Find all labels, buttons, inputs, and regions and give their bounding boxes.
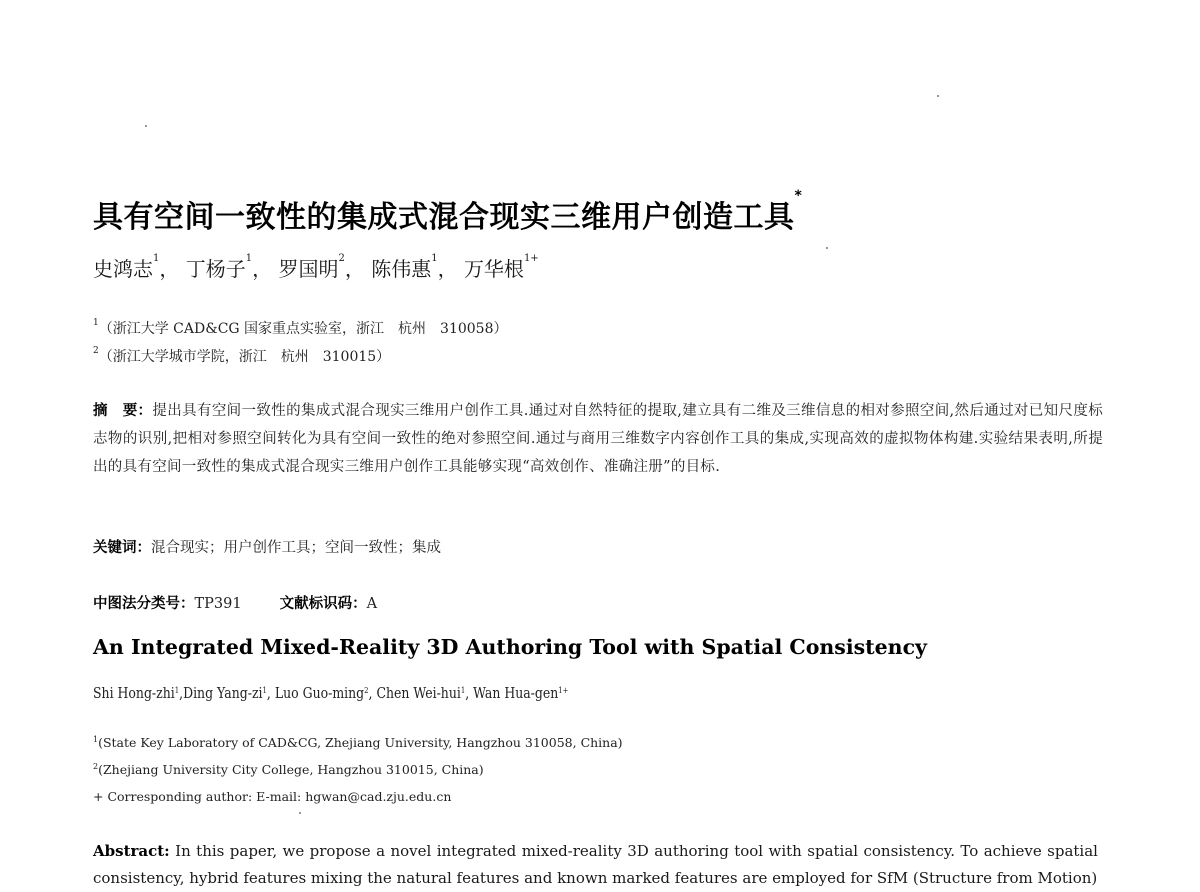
author-cn-sup: 1 <box>431 253 438 264</box>
classification-line <box>93 592 377 613</box>
keywords-cn-label: 关键词： <box>93 540 151 556</box>
abstract-en <box>93 838 1098 892</box>
affiliation-en-text: (Zhejiang University City College, Hangzhou 310015, China) <box>98 762 484 777</box>
paper-title-cn <box>93 188 803 236</box>
author-en: Luo Guo-ming <box>274 686 365 702</box>
affiliation-en-1 <box>93 735 623 750</box>
author-cn: 史鸿志 <box>93 257 153 281</box>
corresponding-author: + Corresponding author: E-mail: hgwan@cad.zju.edu.cn <box>93 789 452 804</box>
keywords-cn-text: 混合现实；用户创作工具；空间一致性；集成 <box>151 540 441 556</box>
scan-speck <box>937 95 939 97</box>
scan-speck <box>145 125 147 127</box>
author-sep: , <box>368 686 377 702</box>
author-sep: , <box>266 686 275 702</box>
affiliation-en-sup: 2 <box>93 762 99 771</box>
abstract-en-text: In this paper, we propose a novel integrated mixed-reality 3D authoring tool with spatial consistency. To achieve spatial consistency, hybrid features mixing the natural features and known marked features are employed for SfM (Structure from Motion) <box>93 842 1098 887</box>
affiliation-cn-2 <box>93 346 390 366</box>
doc-code-label: 文献标识码： <box>279 596 367 612</box>
clc-value: TP391 <box>194 596 242 612</box>
abstract-cn-text: 提出具有空间一致性的集成式混合现实三维用户创作工具.通过对自然特征的提取,建立具有二维及三维信息的相对参照空间,然后通过对已知尺度标志物的识别,把相对参照空间转化为具有空间一致性的绝对参照空间.通过与商用三维数字内容创作工具的集成,实现高效的虚拟物体构建.实验结果表明,所提出的具有空间一致性的集成式混合现实三维用户创作工具能够实现“高效创作、准确注册”的目标. <box>93 403 1104 475</box>
paper-title-en: An Integrated Mixed-Reality 3D Authoring Tool with Spatial Consistency <box>93 635 927 659</box>
author-sep: , <box>179 686 184 702</box>
author-cn-sup: 2 <box>338 253 345 264</box>
affiliation-en-sup: 1 <box>93 735 99 744</box>
author-en: Shi Hong-zhi <box>93 686 175 702</box>
author-en-sup: 1 <box>262 686 267 695</box>
keywords-cn <box>93 536 441 557</box>
abstract-cn-label: 摘 要： <box>93 403 153 419</box>
affiliation-en-2 <box>93 762 484 777</box>
abstract-en-label: Abstract: <box>93 842 170 860</box>
author-sep: , <box>465 686 474 702</box>
affiliation-text: （浙江大学城市学院，浙江 杭州 310015） <box>98 349 391 365</box>
affiliation-en-text: (State Key Laboratory of CAD&CG, Zhejiang University, Hangzhou 310058, China) <box>98 735 623 750</box>
title-cn-text: 具有空间一致性的集成式混合现实三维用户创造工具 <box>93 200 795 235</box>
scan-speck <box>826 247 828 249</box>
author-list-en <box>93 686 568 702</box>
title-footnote-mark: * <box>794 188 803 204</box>
author-en: Wan Hua-gen <box>473 686 559 702</box>
affiliation-cn-1 <box>93 318 507 338</box>
author-en-sup: 2 <box>364 686 369 695</box>
author-cn: 罗国明 <box>278 257 339 281</box>
doc-code-value: A <box>366 596 378 612</box>
author-en-sup: 1 <box>174 686 180 695</box>
author-cn: 丁杨子 <box>185 257 246 281</box>
author-en-sup: 1+ <box>558 686 569 695</box>
scan-speck <box>299 812 301 814</box>
affiliation-text: （浙江大学 CAD&CG 国家重点实验室，浙江 杭州 310058） <box>98 321 508 337</box>
author-en-sup: 1 <box>460 686 466 695</box>
abstract-cn <box>93 397 1103 481</box>
clc-label: 中图法分类号： <box>93 596 195 612</box>
author-list-cn: 史鸿志$^1$， 丁杨子$^1$， 罗国明$^2$， 陈伟惠$^1$， 万华根$^{1+}$ <box>93 253 539 281</box>
author-cn: 万华根 <box>463 257 524 281</box>
author-cn-sup: 1 <box>153 253 160 264</box>
author-en: Chen Wei-hui <box>376 686 461 702</box>
author-cn: 陈伟惠 <box>371 257 432 281</box>
affiliation-sup: 2 <box>93 346 99 356</box>
affiliation-sup: 1 <box>93 318 99 328</box>
author-cn-sup: 1 <box>245 253 253 264</box>
author-cn-sup: 1+ <box>523 253 539 264</box>
author-en: Ding Yang-zi <box>183 686 263 702</box>
